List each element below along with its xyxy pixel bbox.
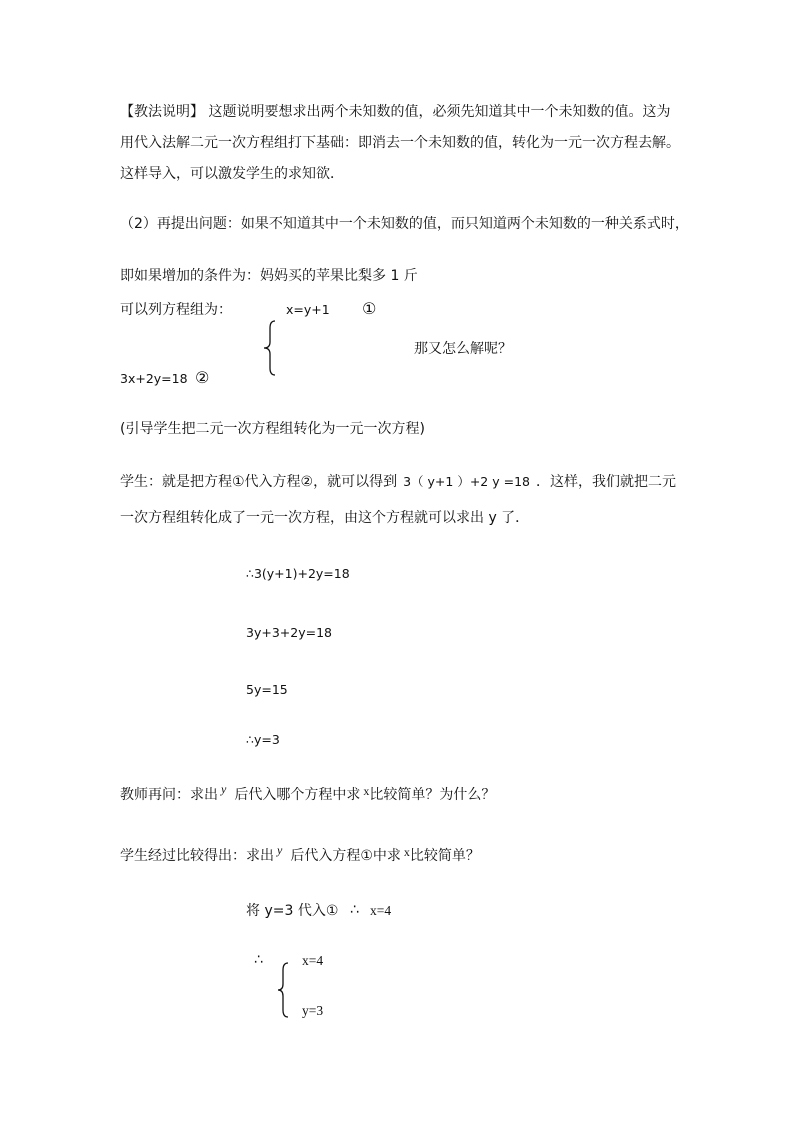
student-text-b: ．这样，我们就把二元 bbox=[535, 474, 676, 490]
student-line-2: 一次方程组转化成了一元一次方程，由这个方程就可以求出 y 了． bbox=[120, 510, 530, 526]
student2-text-c: 比较简单？ bbox=[409, 848, 480, 864]
teacher-text-b: 后代入哪个方程中求 bbox=[234, 787, 361, 803]
step-4: ∴y=3 bbox=[246, 732, 280, 747]
teacher-text-c: 比较简单？为什么？ bbox=[369, 787, 496, 803]
student2-text-a: 学生经过比较得出：求出 bbox=[120, 848, 274, 864]
substitution-text: 将 y=3 代入① bbox=[246, 903, 339, 919]
student-text-a: 学生：就是把方程①代入方程②，就可以得到 bbox=[120, 474, 398, 490]
student-line-1 bbox=[120, 472, 676, 492]
substitution-therefore: ∴ bbox=[350, 902, 359, 918]
equation-1-number: ① bbox=[362, 299, 377, 318]
solution-brace-icon bbox=[276, 962, 290, 1018]
teacher-var-y: y bbox=[221, 782, 227, 796]
intro-line-2: 用代入法解二元一次方程组打下基础：即消去一个未知数的值，转化为一元一次方程去解。 bbox=[120, 135, 680, 151]
question-line-2: 即如果增加的条件为：妈妈买的苹果比梨多 1 斤 bbox=[120, 268, 418, 284]
intro-line-1: 【教法说明】 这题说明要想求出两个未知数的值，必须先知道其中一个未知数的值。这为 bbox=[120, 104, 671, 120]
step-2: 3y+3+2y=18 bbox=[246, 625, 332, 640]
student-answer bbox=[120, 843, 480, 866]
teacher-var-x: x bbox=[363, 784, 370, 798]
student2-var-y: y bbox=[277, 843, 283, 857]
substitution-result: x=4 bbox=[370, 903, 392, 918]
student-equation: 3（ y+1 ）+2 y =18 bbox=[403, 474, 530, 489]
teacher-text-a: 教师再问：求出 bbox=[120, 787, 218, 803]
student2-var-x: x bbox=[403, 845, 410, 859]
solution-y: y=3 bbox=[302, 1003, 324, 1018]
solution-therefore: ∴ bbox=[254, 952, 263, 968]
solution-x: x=4 bbox=[302, 953, 324, 968]
equation-1: x=y+1 bbox=[286, 302, 330, 317]
equation-2-number: ② bbox=[195, 368, 210, 387]
equation-2: 3x+2y=18 bbox=[120, 371, 188, 386]
teacher-question bbox=[120, 782, 496, 805]
guide-note: (引导学生把二元一次方程组转化为一元一次方程) bbox=[120, 421, 425, 437]
step-1: ∴3(y+1)+2y=18 bbox=[246, 566, 350, 581]
question-line-1: （2）再提出问题：如果不知道其中一个未知数的值，而只知道两个未知数的一种关系式时， bbox=[120, 216, 689, 232]
intro-line-3: 这样导入，可以激发学生的求知欲． bbox=[120, 166, 344, 182]
step-3: 5y=15 bbox=[246, 682, 288, 697]
system-label: 可以列方程组为： bbox=[120, 302, 232, 318]
left-brace-icon bbox=[262, 320, 278, 376]
how-to-solve-question: 那又怎么解呢？ bbox=[414, 341, 512, 357]
student2-text-b: 后代入方程①中求 bbox=[290, 848, 401, 864]
